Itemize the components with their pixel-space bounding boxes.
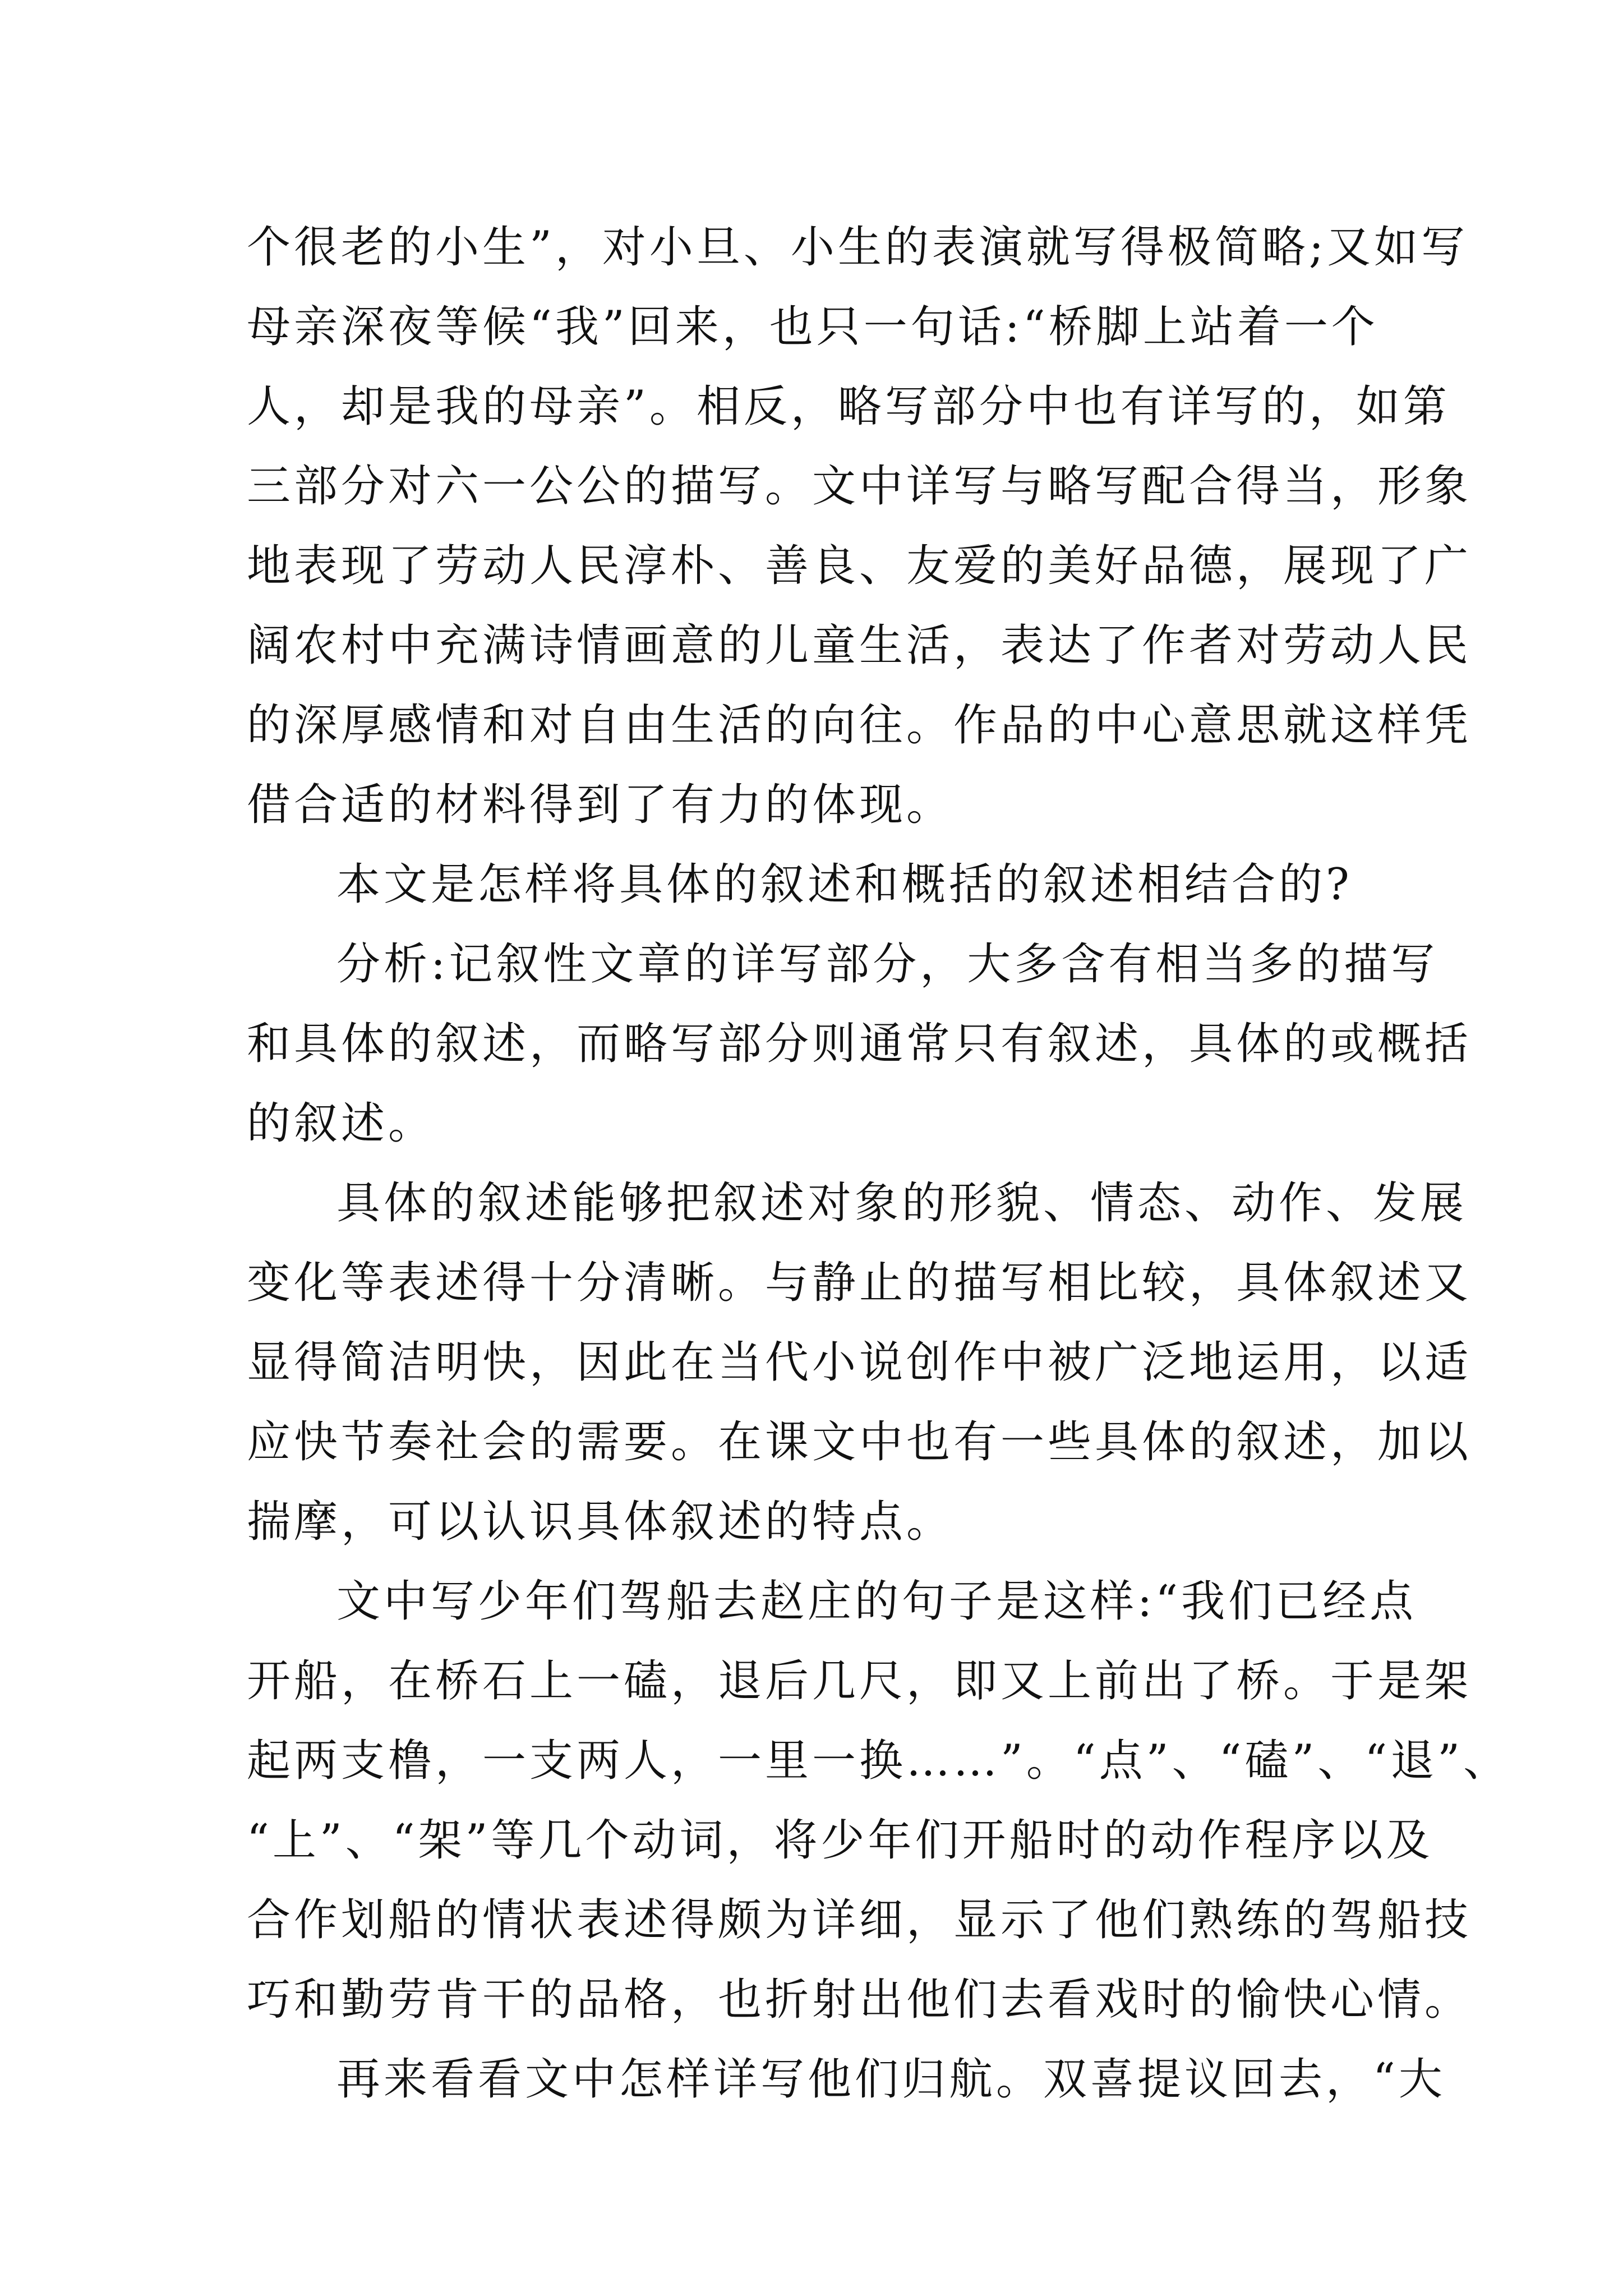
text-line: 巧和勤劳肯干的品格，也折射出他们去看戏时的愉快心情。	[247, 1975, 1472, 2025]
text-line: 的叙述。	[247, 1098, 436, 1149]
text-line: 开船，在桥石上一磕，退后几尺，即又上前出了桥。于是架	[247, 1656, 1472, 1706]
text-line: 地表现了劳动人民淳朴、善良、友爱的美好品德，展现了广	[247, 541, 1472, 591]
text-line: 显得简洁明快，因此在当代小说创作中被广泛地运用，以适	[247, 1337, 1472, 1388]
text-line: 借合适的材料得到了有力的体现。	[247, 780, 954, 830]
text-line: 三部分对六一公公的描写。文中详写与略写配合得当，形象	[247, 461, 1472, 512]
text-line: 人，却是我的母亲”。相反，略写部分中也有详写的，如第	[247, 381, 1450, 432]
text-line: 合作划船的情状表述得颇为详细，显示了他们熟练的驾船技	[247, 1895, 1472, 1945]
text-line: 母亲深夜等候“我”回来，也只一句话:“桥脚上站着一个	[247, 302, 1378, 352]
text-line: 揣摩，可以认识具体叙述的特点。	[247, 1497, 954, 1547]
text-line: 个很老的小生”，对小旦、小生的表演就写得极简略;又如写	[247, 222, 1469, 273]
text-line: 起两支橹，一支两人，一里一换……”。“点”、“磕”、“退”、	[247, 1736, 1511, 1786]
text-line: 的深厚感情和对自由生活的向往。作品的中心意思就这样凭	[247, 700, 1472, 751]
text-line: 变化等表述得十分清晰。与静止的描写相比较，具体叙述又	[247, 1258, 1472, 1308]
question-line: 本文是怎样将具体的叙述和概括的叙述相结合的?	[336, 859, 1353, 910]
paragraph-start-line: 文中写少年们驾船去赵庄的句子是这样:“我们已经点	[336, 1576, 1417, 1627]
text-line: 和具体的叙述，而略写部分则通常只有叙述，具体的或概括	[247, 1019, 1472, 1069]
paragraph-start-line: 具体的叙述能够把叙述对象的形貌、情态、动作、发展	[336, 1178, 1468, 1228]
text-line: 应快节奏社会的需要。在课文中也有一些具体的叙述，加以	[247, 1417, 1472, 1467]
paragraph-start-line: 再来看看文中怎样详写他们归航。双喜提议回去，“大	[336, 2054, 1446, 2105]
text-line: 阔农村中充满诗情画意的儿童生活，表达了作者对劳动人民	[247, 620, 1472, 671]
paragraph-start-line: 分析:记叙性文章的详写部分，大多含有相当多的描写	[336, 939, 1438, 990]
body-text	[247, 208, 1511, 2119]
text-line: “上”、“架”等几个动词，将少年们开船时的动作程序以及	[247, 1815, 1433, 1866]
